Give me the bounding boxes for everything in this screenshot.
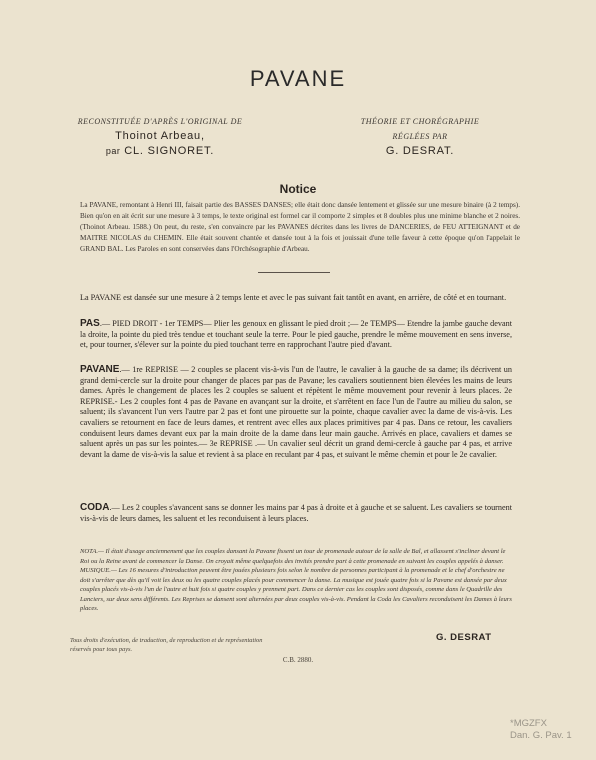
catalog-number: C.B. 2880. [282,656,314,664]
page-title: PAVANE [249,66,347,91]
call-number-line2: Dan. G. Pav. 1 [510,730,572,741]
credit-right-name: G. DESRAT. [385,145,455,157]
credit-right-line2: RÉGLÉES PAR [392,132,448,141]
intro-paragraph: La PAVANE est dansée sur une mesure à 2 temps lente et avec le pas suivant fait tantôt en avant, en arrière, de côté et en tournant. [80,293,507,302]
choreography-credit [300,114,540,159]
pas-text: .— PIED DROIT - 1er TEMPS— Plier les genoux en glissant le pied droit ;— 2e TEMPS— Etendre la jambe gauche devant la droite, la pointe du pied très tendue et touchant seule la terre. Pour le pied gauche, prendre le même mouvement en sens inverse, et, pour tourner, s'élever sur la pointe du pied touchant terre en rapprochant l'autre pied d'avant. [80,319,512,350]
pas-paragraph [80,319,512,351]
coda-paragraph [80,503,512,524]
nota-text: NOTA.— Il était d'usage anciennement que les couples dansant la Pavane fissent un tour de promenade autour de la salle de Bal, et allassent s'incliner devant le Roi ou la Reine avant de commencer la Danse. On croyait même quelquefois des invités prendre part à cette promenade en suivant les couples appelés à danser. [80,548,506,565]
coda-label: CODA [80,502,110,513]
library-call-number [510,718,590,742]
coda-text: .— Les 2 couples s'avancent sans se donner les mains par 4 pas à droite et à gauche et se saluent. Les cavaliers se tournent vis-à-vis de leurs dames, les saluent et les reconduisent à leurs places. [80,503,512,523]
pavane-text: .— 1re REPRISE — 2 couples se placent vis-à-vis l'un de l'autre, le cavalier à la gauche de sa dame; ils décrivent un grand demi-cercle sur la droite pour changer de places par pas de Pavane; les cavaliers soutiennent bien élevées les mains de leurs dames. Après le changement de places les 2 couples se saluent et répètent le même mouvement pour revenir à leurs places. 2e REPRISE.- Les 2 couples font 4 pas de Pavane en avançant sur la droite, et s'arrêtent en face l'un de l'autre au milieu du salon, se saluent; ils s'avancent l'un vers l'autre par 2 pas et font une pirouette sur la pointe, chaque cavalier avec la dame de vis-à-vis. Les cavaliers se retournent en face de leurs dames, et rentrent avec elles aux places primitives par 4 pas. Dans ce retour, les cavaliers conduisent leurs dames devant eux par la main droite de la dame dans leur main gauche. Arrivés en place, cavaliers et dames se saluent après un pas sur les pointes.— 3e REPRISE .— Un cavalier seul décrit un grand demi-cercle à gauche par 4 pas, et arrive devant la dame de vis-à-vis la salue et revient à sa place en reculant par 4 pas, et suivant le même chemin et pour le 2e cavalier. [80,365,512,459]
pavane-paragraph [80,365,512,460]
credit-left-par: par [105,146,121,156]
divider [258,272,330,273]
rights-notice: Tous droits d'exécution, de traduction, de reproduction et de représentation réservés pour tous pays. [70,637,263,653]
credit-left-line1: RECONSTITUÉE D'APRÈS L'ORIGINAL DE [77,117,243,126]
musique-text: MUSIQUE.— Les 16 mesures d'introduction peuvent être jouées plusieurs fois selon le nombre de personnes participant à la promenade et le chef d'orchestre ne doit s'arrêter que dès qu'il voit les deux ou les quatre couples placés pour commencer la danse. La musique est jouée quatre fois si la Pavane est dansée par deux couples placés vis-à-vis l'un de l'autre et huit fois si quatre couples y prennent part. Dans ce dernier cas les couples sont disposés, comme dans le Quadrille des Lanciers, sur deux sens différents. Les Reprises se dansent sont alternées par deux couples vis-à-vis. Pendant la Coda les Cavaliers reconduisent les Dames à leurs places. [80,567,512,612]
pas-label: PAS [80,318,100,329]
credit-right-line1: THÉORIE ET CHORÉGRAPHIE [360,117,480,126]
call-number-line1: *MGZFX [510,718,547,729]
notice-paragraph: La PAVANE, remontant à Henri III, faisait partie des BASSES DANSES; elle était donc dansée lentement et glissée sur une mesure binaire (à 2 temps). Bien qu'on en ait écrit sur une mesure à 3 temps, le texte original est formel car il comporte 2 simples et 8 doubles plus une minime blanche et 2 noires. (Thoinot Arbeau. 1588.) On peut, du reste, s'en convaincre par les PAVANES décrites dans les livres de DANCERIES, de FEU ATTEIGNANT et de MAITRE NICOLAS du CHEMIN. Elle était souvent chantée et dansée tout à la fois et jouissait d'une telle faveur à cette époque qu'on l'appelait le GRAND BAL. Les Paroles en sont conservées dans l'Orchésographie d'Arbeau. [80,201,520,253]
reconstruction-credit [40,114,280,159]
credit-left-by [40,144,280,159]
pavane-label: PAVANE [80,364,120,375]
notes-block [80,547,512,614]
credit-left-name: CL. SIGNORET. [124,145,215,157]
credit-left-author: Thoinot Arbeau, [115,130,205,142]
notice-heading: Notice [279,182,317,196]
signature: G. DESRAT [436,632,492,643]
